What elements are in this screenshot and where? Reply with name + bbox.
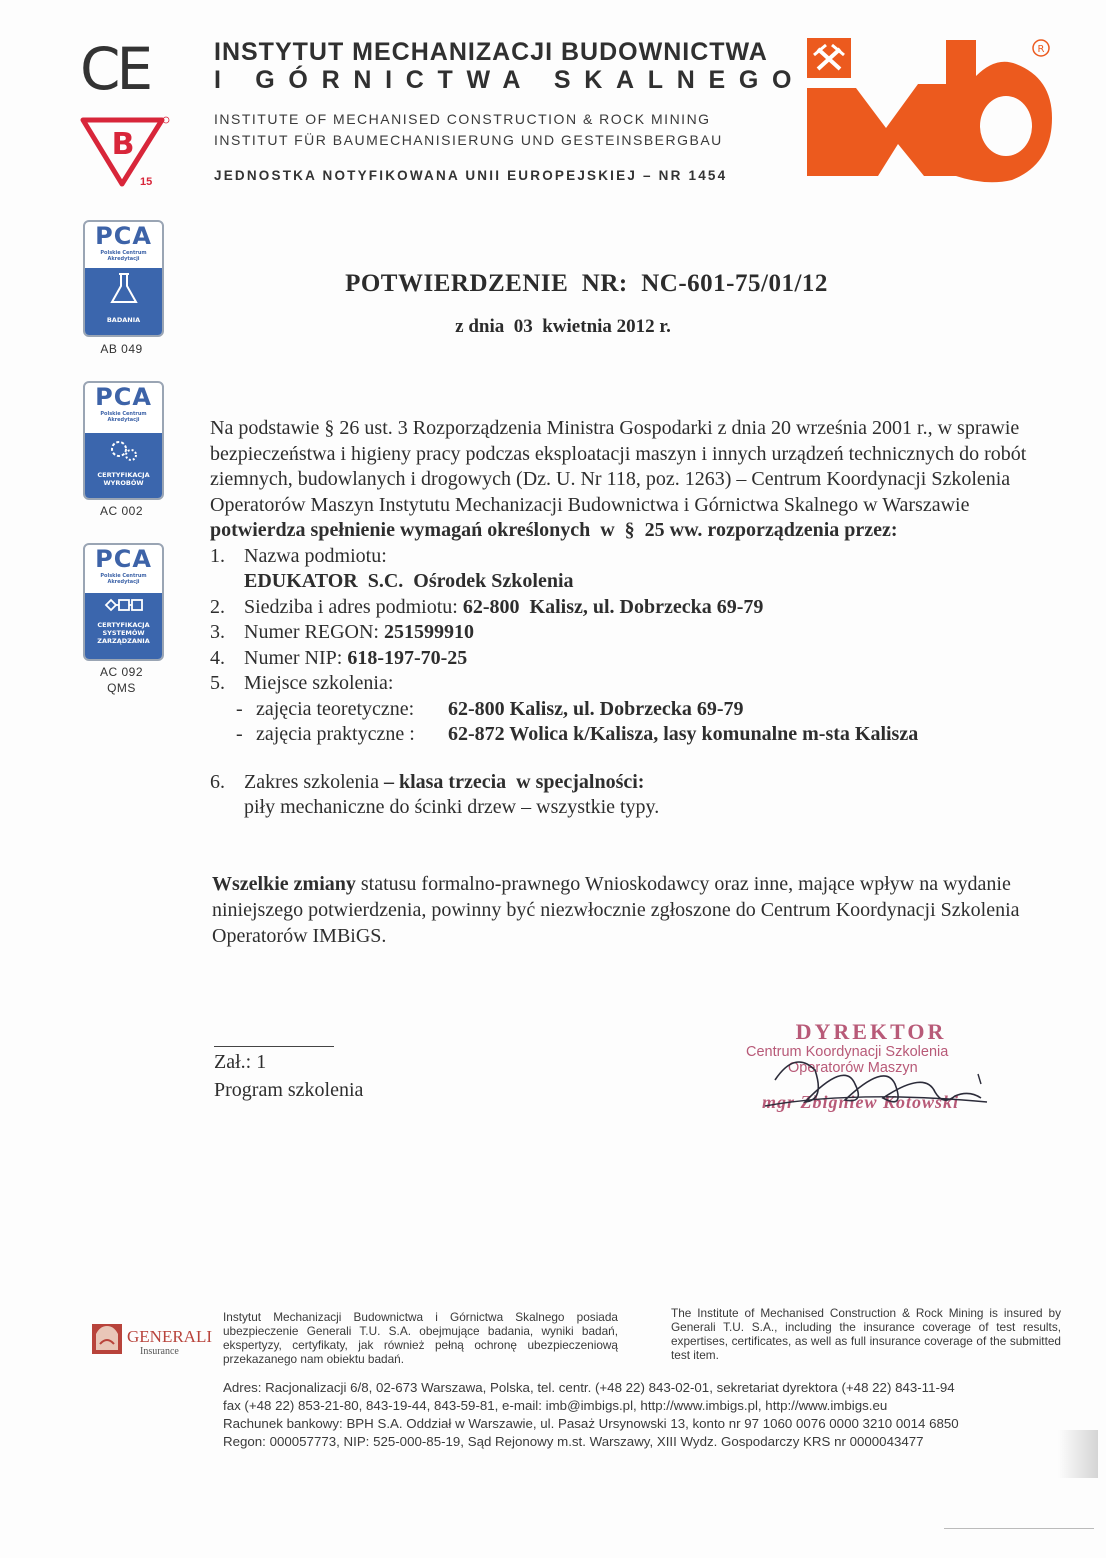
item-label: Nazwa podmiotu: [244, 544, 387, 567]
document-title: POTWIERDZENIE NR: NC-601-75/01/12 [345, 270, 828, 297]
item-nip [210, 646, 1040, 672]
pca-logo-subtitle: Polskie Centrum Akredytacji [100, 573, 147, 585]
stamp-line-1: Centrum Koordynacji Szkolenia [746, 1044, 949, 1060]
insurance-note-pl: Instytut Mechanizacji Budownictwa i Górnictwa Skalnego posiada ubezpieczenie Generali T.U. S.A. obejmujące badania, wyniki badań, ekspertyzy, certyfikaty, jak również pełną ochronę ubezpieczeniową przekazanego nam obiektu badań. [223, 1310, 618, 1366]
pca-code-ac002: AC 002 [99, 504, 144, 518]
stamp-line-2: Operatorów Maszyn [788, 1060, 918, 1076]
confirmation-statement: potwierdza spełnienie wymagań określonych w § 25 ww. rozporządzenia przez: [210, 519, 898, 541]
scope-description: piły mechaniczne do ścinki drzew – wszystkie typy. [244, 796, 660, 818]
pca-badge-management-systems [83, 543, 164, 661]
item-label: Miejsce szkolenia: [244, 672, 394, 694]
item-number: 1. [210, 544, 225, 567]
pca-code-line: AC 092 [99, 665, 144, 679]
item-number: 3. [210, 621, 225, 643]
footer-contact: fax (+48 22) 853-21-80, 843-19-44, 843-59-81, e-mail: imb@imbigs.pl, http://www.imbigs.pl, http://www.imbigs.eu [223, 1398, 888, 1413]
handwritten-signature [755, 1040, 995, 1122]
institute-name-pl-line2: I GÓRNICTWA SKALNEGO [214, 66, 806, 94]
generali-logo-text: GENERALI [127, 1327, 212, 1346]
theory-value: 62-800 Kalisz, ul. Dobrzecka 69-79 [448, 697, 744, 720]
footer-address-block [223, 1379, 1065, 1451]
item-number: 6. [210, 770, 225, 793]
item-number: 5. [210, 672, 225, 694]
institute-name-en: INSTITUTE OF MECHANISED CONSTRUCTION & ROCK MINING [214, 111, 711, 127]
location-theory [210, 697, 1040, 723]
attachment-count: Zał.: 1 [214, 1051, 267, 1073]
legal-basis-paragraph: Na podstawie § 26 ust. 3 Rozporządzenia Ministra Gospodarki z dnia 20 września 2001 r., w sprawie bezpieczeństwa i higieny pracy podczas eksploatacji maszyn i innych urządzeń technicznych do robót ziemnych, budowlanych i drogowych (Dz. U. Nr 118, poz. 1263) – Centrum Koordynacji Szkolenia Operatorów Maszyn Instytutu Mechanizacji Budownictwa i Górnictwa Skalnego w Warszawie [210, 417, 1027, 516]
gears-icon [104, 433, 144, 469]
pca-logo-subtitle: Polskie Centrum Akredytacji [100, 250, 147, 262]
scan-shadow [1058, 1430, 1098, 1478]
item-entity-name [210, 544, 1040, 570]
practice-label: zajęcia praktyczne : [256, 723, 415, 745]
regon-value: 251599910 [383, 621, 474, 643]
pca-code-qms: QMS [107, 681, 136, 695]
pca-code-ab049: AB 049 [100, 342, 143, 356]
pca-badge-label: BADANIA [106, 316, 141, 324]
address-value: 62-800 Kalisz, ul. Dobrzecka 69-79 [462, 595, 764, 618]
b-safety-mark-logo [80, 112, 172, 192]
footer-bank: Rachunek bankowy: BPH S.A. Oddział w Warszawie, ul. Pasaż Ursynowski 13, konto nr 97 1060 0076 0000 3210 0014 6850 [223, 1416, 959, 1431]
pca-badge-label: CERTYFIKACJA WYROBÓW [97, 471, 150, 487]
nip-value: 618-197-70-25 [347, 646, 468, 669]
item-training-location [210, 671, 1040, 697]
pca-logo-text: PCA [95, 545, 152, 573]
ce-mark: CE [80, 35, 150, 103]
system-flow-icon [102, 593, 146, 617]
notified-body-line: JEDNOSTKA NOTYFIKOWANA UNII EUROPEJSKIEJ – NR 1454 [214, 168, 728, 183]
item-label: Siedziba i adres podmiotu: [244, 595, 463, 618]
item-number: 4. [210, 646, 225, 669]
changes-notice [212, 871, 1052, 949]
pca-logo-text: PCA [95, 222, 152, 250]
item-address [210, 595, 1040, 621]
generali-logo [90, 1314, 218, 1360]
entity-name-value: EDUKATOR S.C. Ośrodek Szkolenia [244, 570, 574, 592]
signatory-title: DYREKTOR [795, 1019, 947, 1044]
imb-logo [806, 36, 1064, 186]
dash-bullet: - [236, 697, 243, 720]
item-label: Zakres szkolenia [244, 770, 384, 793]
pca-badge-product-certification [83, 381, 164, 500]
scan-edge-line [944, 1528, 1094, 1529]
pca-logo-text: PCA [95, 383, 152, 411]
footer-address: Adres: Racjonalizacji 6/8, 02-673 Warszawa, Polska, tel. centr. (+48 22) 843-02-01, sekretariat dyrektora (+48 22) 843-11-94 [223, 1380, 955, 1395]
signatory-name: mgr Zbigniew Kotowski [762, 1092, 960, 1112]
theory-label: zajęcia teoretyczne: [256, 697, 415, 720]
item-label: Numer REGON: [244, 621, 384, 643]
item-number: 2. [210, 595, 225, 618]
svg-text:R: R [1037, 44, 1045, 55]
item-regon [210, 620, 1040, 646]
pca-badge-label: CERTYFIKACJA SYSTEMÓW ZARZĄDZANIA [97, 621, 150, 645]
generali-logo-subtext: Insurance [140, 1346, 179, 1357]
insurance-note-en: The Institute of Mechanised Construction & Rock Mining is insured by Generali T.U. S.A., including the insurance coverage of test results, expertises, certificates, as well as full insurance coverage of the submitted test item. [671, 1306, 1061, 1362]
footer-registry: Regon: 000057773, NIP: 525-000-85-19, Sąd Rejonowy m.st. Warszawy, XIII Wydz. Gospodarczy KRS nr 0000043477 [223, 1434, 924, 1449]
institute-name-pl-line1: INSTYTUT MECHANIZACJI BUDOWNICTWA [214, 38, 768, 66]
item-training-scope [210, 770, 1040, 796]
institute-name-de: INSTITUT FÜR BAUMECHANISIERUNG UND GESTEINSBERGBAU [214, 132, 723, 148]
document-date: z dnia 03 kwietnia 2012 r. [455, 316, 671, 337]
location-practice [210, 722, 1040, 748]
b-mark-letter: B [111, 127, 135, 162]
changes-notice-bold: Wszelkie zmiany [212, 873, 356, 895]
pca-logo-subtitle: Polskie Centrum Akredytacji [100, 411, 147, 423]
item-label: Numer NIP: [244, 646, 348, 669]
changes-notice-text: statusu formalno-prawnego Wnioskodawcy oraz inne, mające wpływ na wydanie niniejszego potwierdzenia, powinny być niezwłocznie zgłoszone do Centrum Koordynacji Szkolenia Operatorów IMBiGS. [212, 873, 1025, 947]
scope-class-value: – klasa trzecia w specjalności: [383, 770, 645, 793]
attachment-divider [214, 1046, 334, 1047]
confirmation-body [210, 416, 1040, 821]
dash-bullet: - [236, 723, 243, 745]
attachment-title: Program szkolenia [214, 1079, 364, 1101]
b-mark-number: 15 [140, 176, 153, 188]
pca-code-ac092 [83, 664, 160, 696]
practice-value: 62-872 Wolica k/Kalisza, lasy komunalne m-sta Kalisza [448, 723, 919, 745]
attachment-block [214, 1048, 363, 1104]
